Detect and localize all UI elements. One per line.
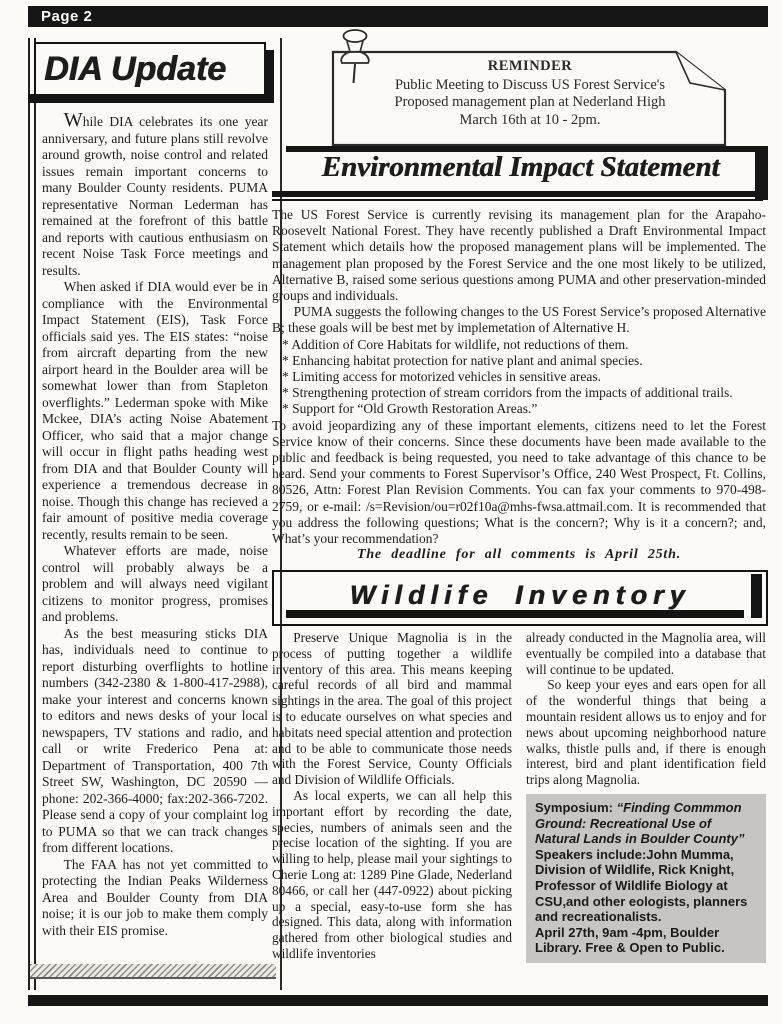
reminder-line: Public Meeting to Discuss US Forest Service's [394,76,666,93]
paragraph: Whatever efforts are made, noise control will probably always be a problem and will always need vigilant citizens to monitor progress, promises and problems. [42,543,268,624]
pushpin-icon [334,27,376,93]
paragraph: So keep your eyes and ears open for all of the wonderful things that being a mountain resident allows us to enjoy and for news about upcoming neighborhood nature walks, thistle pulls and, if there is enough interest, bird and plant identification field trips along Magnolia. [526,677,766,788]
eis-title: Environmental Impact Statement [321,151,720,183]
reminder-text [355,58,705,129]
paragraph: already conducted in the Magnolia area, will eventually be compiled into a database that will continue to be updated. [526,630,766,677]
wildlife-article-body [272,630,766,963]
dia-update-title: DIA Update [44,49,226,88]
eis-bullet-list [272,337,766,418]
paragraph: As local experts, we can all help this important effort by recording the date, species, numbers of animals seen and the precise location of the sighting. If you are willing to help, please mail your sightings to Cherie Long at: 1289 Pine Glade, Nederland 80466, or call her (447-0922) about picking up a special, easy-to-use form she has designed. This data, along with information gathered from other biological studies and wildlife inventories [272,787,512,961]
paragraph: The US Forest Service is currently revising its management plan for the Arapaho-Roosevelt National Forest. They have recently published a Draft Environmental Impact Statement which details how the proposed management plans will be implemented. The management plan proposed by the Forest Service and the one most likely to be utilized, Alternative B, raised some serious questions among PUMA and other preservation-minded groups and individuals. [272,207,766,304]
paragraph: While DIA celebrates its one year anniversary, and future plans still revolve around growth, noise control and related issues remain important concerns to many Boulder County residents. PUMA representative Norman Lederman has remained at the forefront of this battle and reports with cautious enthusiasm on recent Noise Task Force meetings and results. [42,109,268,278]
reminder-line: Proposed management plan at Nederland High [394,94,666,110]
symposium-quote: “Finding Commmon Ground: Recreational Use of Natural Lands in Boulder County” [535,799,745,847]
paragraph: As the best measuring sticks DIA has, individuals need to continue to report disturbing overflights to hotline numbers (342-2380 & 1-800-417-2988), make your interest and concerns known to editors and news desks of your local newspapers, TV stations and radio, and call or write Frederico Pena at: Department of Transportation, 400 7th Street SW, Washington, DC 20590 — phone: 202-366-4000; fax:202-366-7202. Please send a copy of your complaint log to PUMA so that we can track changes from different locations. [42,625,268,855]
paragraph: The FAA has not yet committed to protecting the Indian Peaks Wilderness Area and Boulder County from DIA noise; it is our job to make them comply with their EIS promise. [42,856,268,938]
bullet-item: * Enhancing habitat protection for native plant and animal species. [282,352,643,368]
wildlife-column-right [526,630,766,963]
page-number: Page 2 [41,8,93,25]
wildlife-inventory-title-box [272,570,768,626]
symposium-label: Symposium: [535,799,617,815]
symposium-schedule: April 27th, 9am -4pm, Boulder Library. Free & Open to Public. [535,924,725,956]
dia-update-body [42,110,268,939]
title-underline-bar [286,610,744,618]
page-bottom-bar [28,995,768,1006]
dia-update-article [28,36,282,996]
deadline-notice: The deadline for all comments is April 25th. [356,547,682,563]
page-header-bar [28,6,768,27]
bullet-item: * Strengthening protection of stream corridors from the impacts of additional trails. [282,385,733,401]
symposium-announcement-box [526,794,766,963]
eis-heading-bottom-bar [272,191,763,197]
paragraph: When asked if DIA would ever be in compliance with the Environmental Impact Statement (EIS), Task Force officials said yes. The EIS states: “noise from aircraft departing from the new airport heard in the Boulder area will be somewhat lower than from Stapleton overflights.” Lederman spoke with Mike Mckee, DIA’s acting Noise Abatement Officer, who said that a major change will occur in flight paths heading west from DIA and that Boulder County will experience a tremendous decrease in noise. Though this change has recieved a fair amount of positive media coverage recently, results remain to be seen. [42,279,268,542]
eis-article-body [272,207,766,563]
paragraph: To avoid jeopardizing any of these important elements, citizens need to let the Forest Service know of their concerns. Since these documents have been made available to the public and feedback is being requested, you need to take advantage of this chance to be heard. Send your comments to Forest Supervisor’s Office, 240 West Prospect, Ft. Collins, 80526, Attn: Forest Plan Revision Comments. You can fax your comments to 970-498-2759, or e-mail: /s=Revision/ou=r02f10a@mhs-fwsa.attmail.com. It is recommended that you address the following questions; What is the concern?; Why is it a concern?; and, What’s your recommendation? [272,417,766,547]
symposium-text [535,800,757,925]
article-end-hatch-decoration [30,964,276,979]
reminder-note [331,50,729,147]
bullet-item: * Limiting access for motorized vehicles in sensitive areas. [282,369,602,385]
paragraph: PUMA suggests the following changes to the US Forest Service’s proposed Alternative B; these goals will be best met by implemetation of Alternative H. [272,304,766,336]
bullet-item: * Support for “Old Growth Restoration Areas.” [282,401,538,417]
paragraph: Preserve Unique Magnolia is in the process of putting together a wildlife inventory of this area. This means keeping careful records of all bird and mammal sightings in the area. The goal of this project is to educate ourselves on what species and habitats need special attention and protection and to be able to communicate those needs with the Forest Service, County Officials and Division of Wildlife Officials. [272,630,512,788]
symposium-speakers: Speakers include:John Mumma, Division of Wildlife, Rick Knight, Professor of Wildlife Biology at CSU,and other eologists, planners and recreationalists. [535,846,748,925]
wildlife-column-left [272,630,512,963]
dia-update-title-box [34,42,266,96]
column-double-rule [28,38,36,990]
reminder-title: REMINDER [487,58,573,74]
bullet-item: * Addition of Core Habitats for wildlife, not reductions of them. [282,336,629,352]
wildlife-inventory-title: Wildlife Inventory [349,580,691,610]
eis-heading-bottom-rule [272,199,763,201]
title-side-bar [751,574,762,618]
reminder-line: March 16th at 10 - 2pm. [459,111,601,128]
